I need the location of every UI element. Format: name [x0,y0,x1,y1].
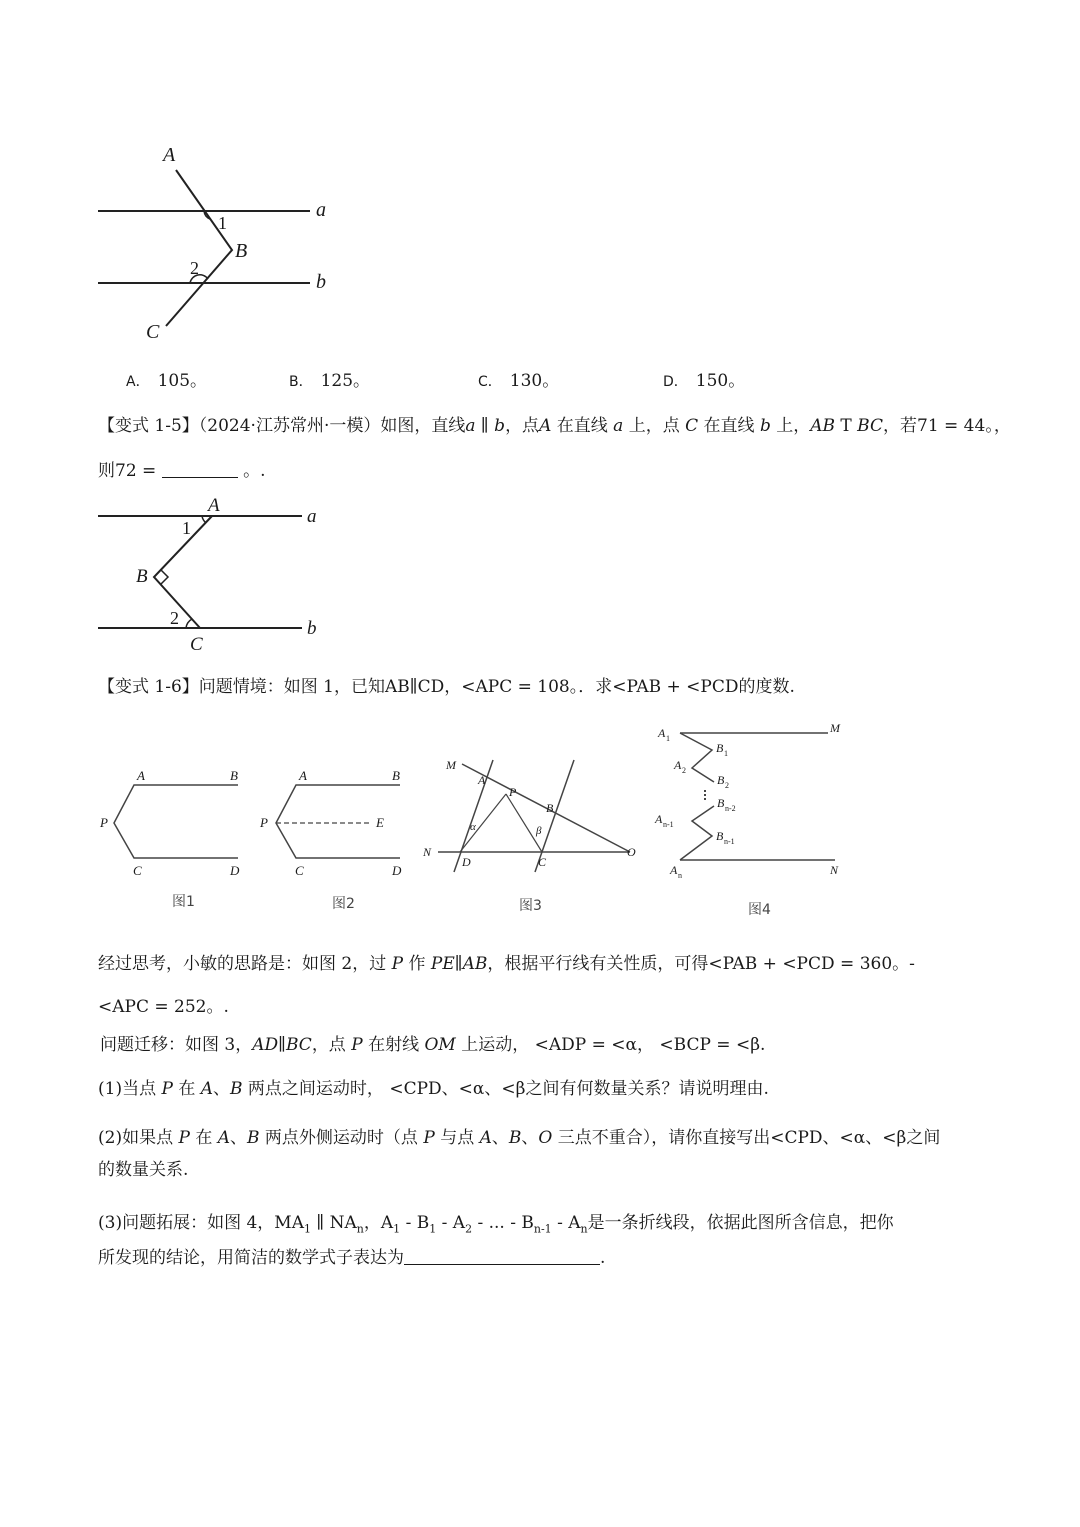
svg-text:N: N [423,845,432,859]
label-C: C [146,321,160,343]
label-B: B [136,566,148,587]
svg-text:A: A [478,773,486,787]
svg-text:M: M [446,758,456,772]
svg-text:P: P [509,785,517,799]
answer-blank-3[interactable] [404,1246,600,1265]
para-think-line1: 经过思考，小敏的思路是：如图 2，过 P 作 PE∥AB，根据平行线有关性质，可得<PAB + <PCD = 360。- [98,954,915,974]
option-d: D． 150。 [663,371,746,391]
svg-text:n: n [678,871,682,880]
svg-text:n-1: n-1 [663,820,674,829]
figure-1 [90,760,260,920]
figure-3 [418,752,648,920]
svg-text:B: B [392,768,400,783]
figure-4 [650,716,850,922]
figure-top-parallel-lines [90,140,350,350]
figure-mid-parallel-lines [90,494,330,656]
svg-text:A: A [655,812,663,826]
label-a: a [316,199,326,221]
label-angle-2: 2 [170,608,179,628]
svg-text:B: B [716,829,724,843]
question-1: (1)当点 P 在 A、B 两点之间运动时， <CPD、<α、<β之间有何数量关系？请说明理由. [98,1079,769,1099]
variant-1-5-line1: 【变式 1-5】（2024·江苏常州·一模）如图，直线a ∥ b，点A 在直线 a 上，点 C 在直线 b 上，AB T BC，若71 = 44。， [98,416,1011,436]
svg-text:A: A [658,726,666,740]
label-A: A [163,144,176,166]
svg-text:A: A [299,768,307,783]
label-angle-2: 2 [190,258,199,278]
svg-text:A: A [137,768,145,783]
para-think-line2: <APC = 252。. [98,997,229,1017]
svg-text:P: P [260,815,268,830]
svg-text:C: C [538,855,547,869]
figure-2 [252,760,422,920]
polyline-ABC [166,170,232,326]
svg-text:A: A [670,863,678,877]
caption-fig3: 图3 [519,898,542,914]
svg-text:B: B [546,801,554,815]
svg-text:1: 1 [666,734,670,743]
label-A: A [208,495,220,516]
option-b: B． 125。 [289,371,371,391]
option-a: A． 105。 [126,371,208,391]
question-2-line2: 的数量关系. [98,1160,189,1180]
label-B: B [235,240,248,262]
svg-text:A: A [674,758,682,772]
angle-1-arc [202,516,206,523]
svg-text:1: 1 [724,749,728,758]
svg-text:O: O [627,845,636,859]
svg-text:α: α [470,821,476,833]
caption-fig4: 图4 [748,902,771,918]
variant-1-6-line: 【变式 1-6】问题情境：如图 1，已知AB∥CD，<APC = 108。．求<PAB + <PCD的度数. [98,677,795,697]
svg-text:P: P [100,815,108,830]
svg-text:D: D [230,863,240,878]
svg-text:D: D [392,863,402,878]
svg-text:B: B [717,773,725,787]
para-transfer: 问题迁移：如图 3，AD∥BC，点 P 在射线 OM 上运动， <ADP = <α， <BCP = <β. [100,1035,766,1055]
svg-text:E: E [376,815,384,830]
svg-text:B: B [717,796,725,810]
right-angle-mark [161,570,168,584]
label-C: C [190,634,203,655]
label-angle-1: 1 [218,213,227,233]
svg-text:C: C [295,863,304,878]
svg-text:n-2: n-2 [725,804,736,813]
label-angle-1: 1 [182,518,191,538]
svg-text:2: 2 [682,766,686,775]
question-3-line2: 所发现的结论，用简洁的数学式子表达为 . [98,1248,606,1268]
caption-fig1: 图1 [172,894,195,910]
svg-text:2: 2 [725,781,729,790]
variant-1-5-line2: 则72 = 。. [98,461,266,481]
svg-text:M: M [830,721,840,735]
option-c: C． 130。 [478,371,560,391]
svg-text:B: B [716,741,724,755]
svg-text:D: D [462,855,471,869]
caption-fig2: 图2 [332,896,355,912]
question-3-line1: (3)问题拓展：如图 4，$MA_1$ ∥ $NA_n$，$A_1 - B_1 - A_2$ - ... - $B_{n-1} - A_n$是一条折线段，依据此图所含信息，把你 [98,1213,894,1236]
svg-text:B: B [230,768,238,783]
svg-text:C: C [133,863,142,878]
svg-text:n-1: n-1 [724,837,735,846]
svg-text:β: β [536,825,542,837]
angle-2-arc [186,619,192,628]
label-a: a [307,506,317,527]
svg-text:N: N [830,863,839,877]
question-2-line1: (2)如果点 P 在 A、B 两点外侧运动时（点 P 与点 A、B、O 三点不重合），请你直接写出<CPD、<α、<β之间 [98,1128,941,1148]
label-b: b [316,271,326,293]
answer-blank-1-5[interactable] [162,459,238,478]
label-b: b [307,618,317,639]
